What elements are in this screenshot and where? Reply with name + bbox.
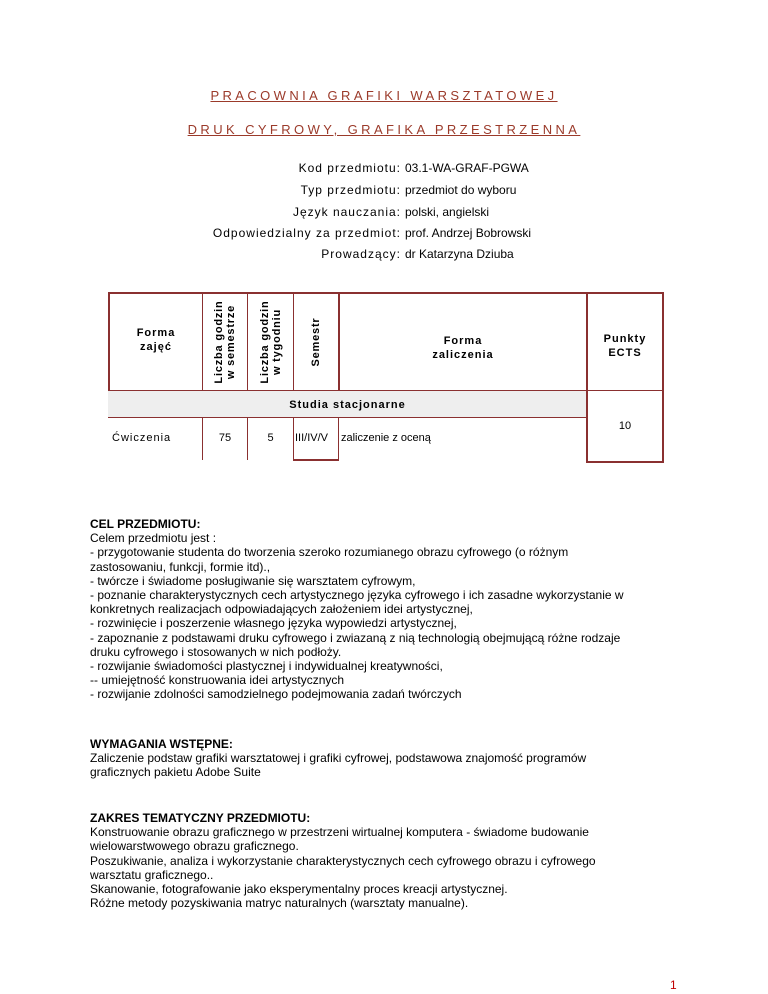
cel-heading: CEL PRZEDMIOTU: <box>90 517 201 531</box>
cel-line: - zapoznanie z podstawami druku cyfrowego i zwiazaną z nią technologią obejmującą różne rodzaje <box>90 630 621 645</box>
row-forma-zaliczenia: zaliczenie z oceną <box>341 432 431 444</box>
course-code-label: Kod przedmiotu: <box>298 161 401 175</box>
course-title: DRUK CYFROWY, GRAFIKA PRZESTRZENNA <box>187 122 581 137</box>
responsible-value: prof. Andrzej Bobrowski <box>405 226 532 240</box>
document-title: PRACOWNIA GRAFIKI WARSZTATOWEJ <box>210 88 558 103</box>
header-ects: Punkty ECTS <box>603 333 647 359</box>
zakres-line: Różne metody pozyskiwania matryc naturalnych (warsztaty manualne). <box>90 896 469 911</box>
responsible-label: Odpowiedzialny za przedmiot: <box>212 226 401 240</box>
zakres-line: warsztatu graficznego.. <box>90 867 214 882</box>
header-forma-zajec: Forma zajęć <box>136 327 176 353</box>
cel-line: - poznanie charakterystycznych cech artystycznego języka cyfrowego i ich zasadne wykorzystanie w <box>90 588 624 603</box>
cel-line: Celem przedmiotu jest : <box>90 531 217 546</box>
cel-line: zastosowaniu, funkcji, formie itd)., <box>90 559 271 574</box>
section-zakres <box>90 811 690 910</box>
cel-line: - rozwijanie świadomości plastycznej i indywidualnej kreatywności, <box>90 659 443 674</box>
cel-line: -- umiejętność konstruowania idei artystycznych <box>90 673 345 688</box>
course-type-row <box>0 183 768 199</box>
course-table <box>108 292 664 463</box>
cel-line: - rozwijanie zdolności samodzielnego podejmowania zadań twórczych <box>90 687 462 702</box>
header-forma-zaliczenia: Forma zaliczenia <box>432 335 494 361</box>
cel-line: konkretnych realizacjach odpowiadających założeniem idei artystycznej, <box>90 602 473 617</box>
responsible-row <box>0 226 768 242</box>
language-row <box>0 205 768 221</box>
cel-line: - przygotowanie studenta do tworzenia szeroko rozumianego obrazu cyfrowego (o różnym <box>90 545 569 560</box>
cel-line: - twórcze i świadome posługiwanie się warsztatem cyfrowym, <box>90 573 416 588</box>
section-wymagania <box>90 737 690 780</box>
language-label: Język nauczania: <box>292 205 401 219</box>
row-hours-semester: 75 <box>218 432 232 444</box>
cel-line: - rozwinięcie i poszerzenie własnego języka wypowiedzi artystycznej, <box>90 616 457 631</box>
row-hours-week: 5 <box>267 432 274 444</box>
row-semestr: III/IV/V <box>295 432 329 444</box>
course-code-value: 03.1-WA-GRAF-PGWA <box>405 161 529 175</box>
header-semestr: Semestr <box>310 317 322 367</box>
instructor-value: dr Katarzyna Dziuba <box>405 247 514 261</box>
zakres-line: Skanowanie, fotografowanie jako eksperymentalny proces kreacji artystycznej. <box>90 882 508 897</box>
instructor-label: Prowadzący: <box>321 247 401 261</box>
ects-value: 10 <box>618 420 632 432</box>
language-value: polski, angielski <box>405 205 490 219</box>
wymagania-line: Zaliczenie podstaw grafiki warsztatowej i grafiki cyfrowej, podstawowa znajomość programów <box>90 751 587 766</box>
cel-line: druku cyfrowego i stosowanych w nich podłoży. <box>90 644 342 659</box>
section-cel <box>90 517 690 702</box>
wymagania-line: graficznych pakietu Adobe Suite <box>90 765 261 780</box>
zakres-line: Poszukiwanie, analiza i wykorzystanie charakterystycznych cech cyfrowego obrazu i cyfrowego <box>90 853 596 868</box>
studia-stacjonarne: Studia stacjonarne <box>289 399 406 411</box>
instructor-row <box>0 247 768 263</box>
wymagania-heading: WYMAGANIA WSTĘPNE: <box>90 737 233 751</box>
course-type-value: przedmiot do wyboru <box>405 183 517 197</box>
header-liczba-tydzien: Liczba godzin w tygodniu <box>258 300 283 384</box>
course-code-row <box>0 161 768 177</box>
zakres-heading: ZAKRES TEMATYCZNY PRZEDMIOTU: <box>90 811 311 825</box>
header-liczba-semestr: Liczba godzin w semestrze <box>213 300 237 384</box>
course-type-label: Typ przedmiotu: <box>300 183 401 197</box>
zakres-line: Konstruowanie obrazu graficznego w przestrzeni wirtualnej komputera - świadome budowanie <box>90 825 589 840</box>
row-forma: Ćwiczenia <box>112 432 172 444</box>
page-number: 1 <box>670 978 677 992</box>
zakres-line: wielowarstwowego obrazu graficznego. <box>90 839 299 854</box>
